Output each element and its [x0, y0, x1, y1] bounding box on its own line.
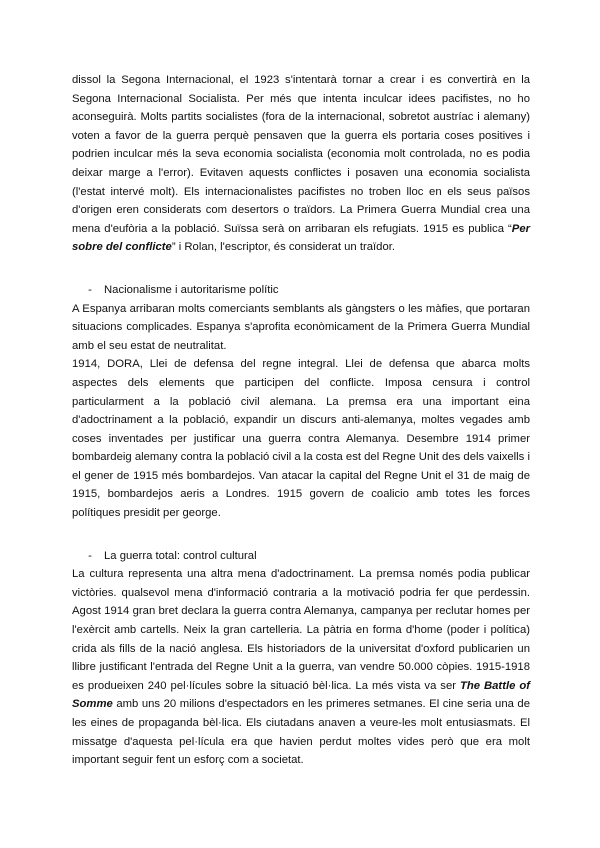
text-run: La cultura representa una altra mena d'adoctrinament. La premsa només podia publicar victòries. qualsevol mena d'informació contraria a la motivació podria fer que perdessin. Agost 1914 gran bret declara la guerra contra Alemanya, campanya per reclutar homes per l'exèrcit amb cartells. Neix la gran cartelleria. La pàtria en forma d'home (poder i política) crida als fills de la nació anglesa. Els historiadors de la universitat d'oxford publicarien un llibre justificant l'entrada del Regne Unit a la guerra, van vendre 50.000 còpies. 1915-1918 es produeixen 240 pel·lícules sobre la situació bèl·lica. La més vista va ser	[72, 568, 530, 692]
text-run: ” i Rolan, l'escriptor, és considerat un traïdor.	[171, 241, 396, 254]
paragraph-dora: 1914, DORA, Llei de defensa del regne integral. Llei de defensa que abarca molts aspectes dels elements que participen del conflicte. Imposa censura i control particularment a la població civil alemana. La premsa era una important eina d'adoctrinament a la població, expandir un discurs anti-alemanya, moltes vegades amb coses inventades per justificar una guerra contra Alemanya. Desembre 1914 primer bombardeig alemany contra la població civil a la costa est del Regne Unit des dels vaixells i el gener de 1915 més bombardejos. Van atacar la capital del Regne Unit el 31 de maig de 1915, bombardejos aeris a Londres. 1915 govern de coalicio amb totes les forces polítiques presidit per george.	[72, 358, 530, 520]
heading-text: La guerra total: control cultural	[104, 549, 257, 562]
text-run: amb uns 20 milions d'espectadors en les primeres setmanes. El cine seria una de les eines de propaganda bèl·lica. Els ciutadans anaven a veure-les molt entusiasmats. El missatge d'aquesta pel·lícula era que havien perdut moltes vides però que era molt important seguir fent un esforç com a societat.	[72, 698, 530, 767]
heading-text: Nacionalisme i autoritarisme polític	[104, 283, 279, 296]
paragraph-espanya: A Espanya arribaran molts comerciants semblants als gàngsters o les màfies, que portaran situacions complicades. Espanya s'aprofita econòmicament de la Primera Guerra Mundial amb el seu estat de neutralitat.	[72, 302, 530, 352]
list-dash: -	[88, 549, 92, 562]
list-dash: -	[88, 283, 92, 296]
document-page	[72, 71, 530, 770]
paragraph-intro	[72, 71, 530, 257]
section-heading-nacionalisme	[72, 281, 530, 300]
text-run: dissol la Segona Internacional, el 1923 s'intentarà tornar a crear i es convertirà en la Segona Internacional Socialista. Per més que intenta inculcar idees pacifistes, no ho aconseguirà. Molts partits socialistes (fora de la internacional, sobretot austríac i alemany) voten a favor de la guerra perquè pensaven que la guerra els portaria coses positives i podrien inculcar més la seva economia socialista (economia molt controlada, no es podia deixar marge a l'error). Evitaven aquests conflictes i posaven una economia socialista (l'estat intervé molt). Els internacionalistes pacifistes no troben lloc en els seus països d'origen eren considerats com desertors o traïdors. La Primera Guerra Mundial crea una mena d'eufòria a la població. Suïssa serà on arribaran els refugiats. 1915 es publica “	[72, 74, 530, 235]
book-title: Per sobre del conflicte	[72, 222, 530, 254]
section-heading-guerra-total	[72, 547, 530, 566]
paragraph-cultura	[72, 565, 530, 770]
film-title: The Battle of Somme	[72, 679, 530, 711]
